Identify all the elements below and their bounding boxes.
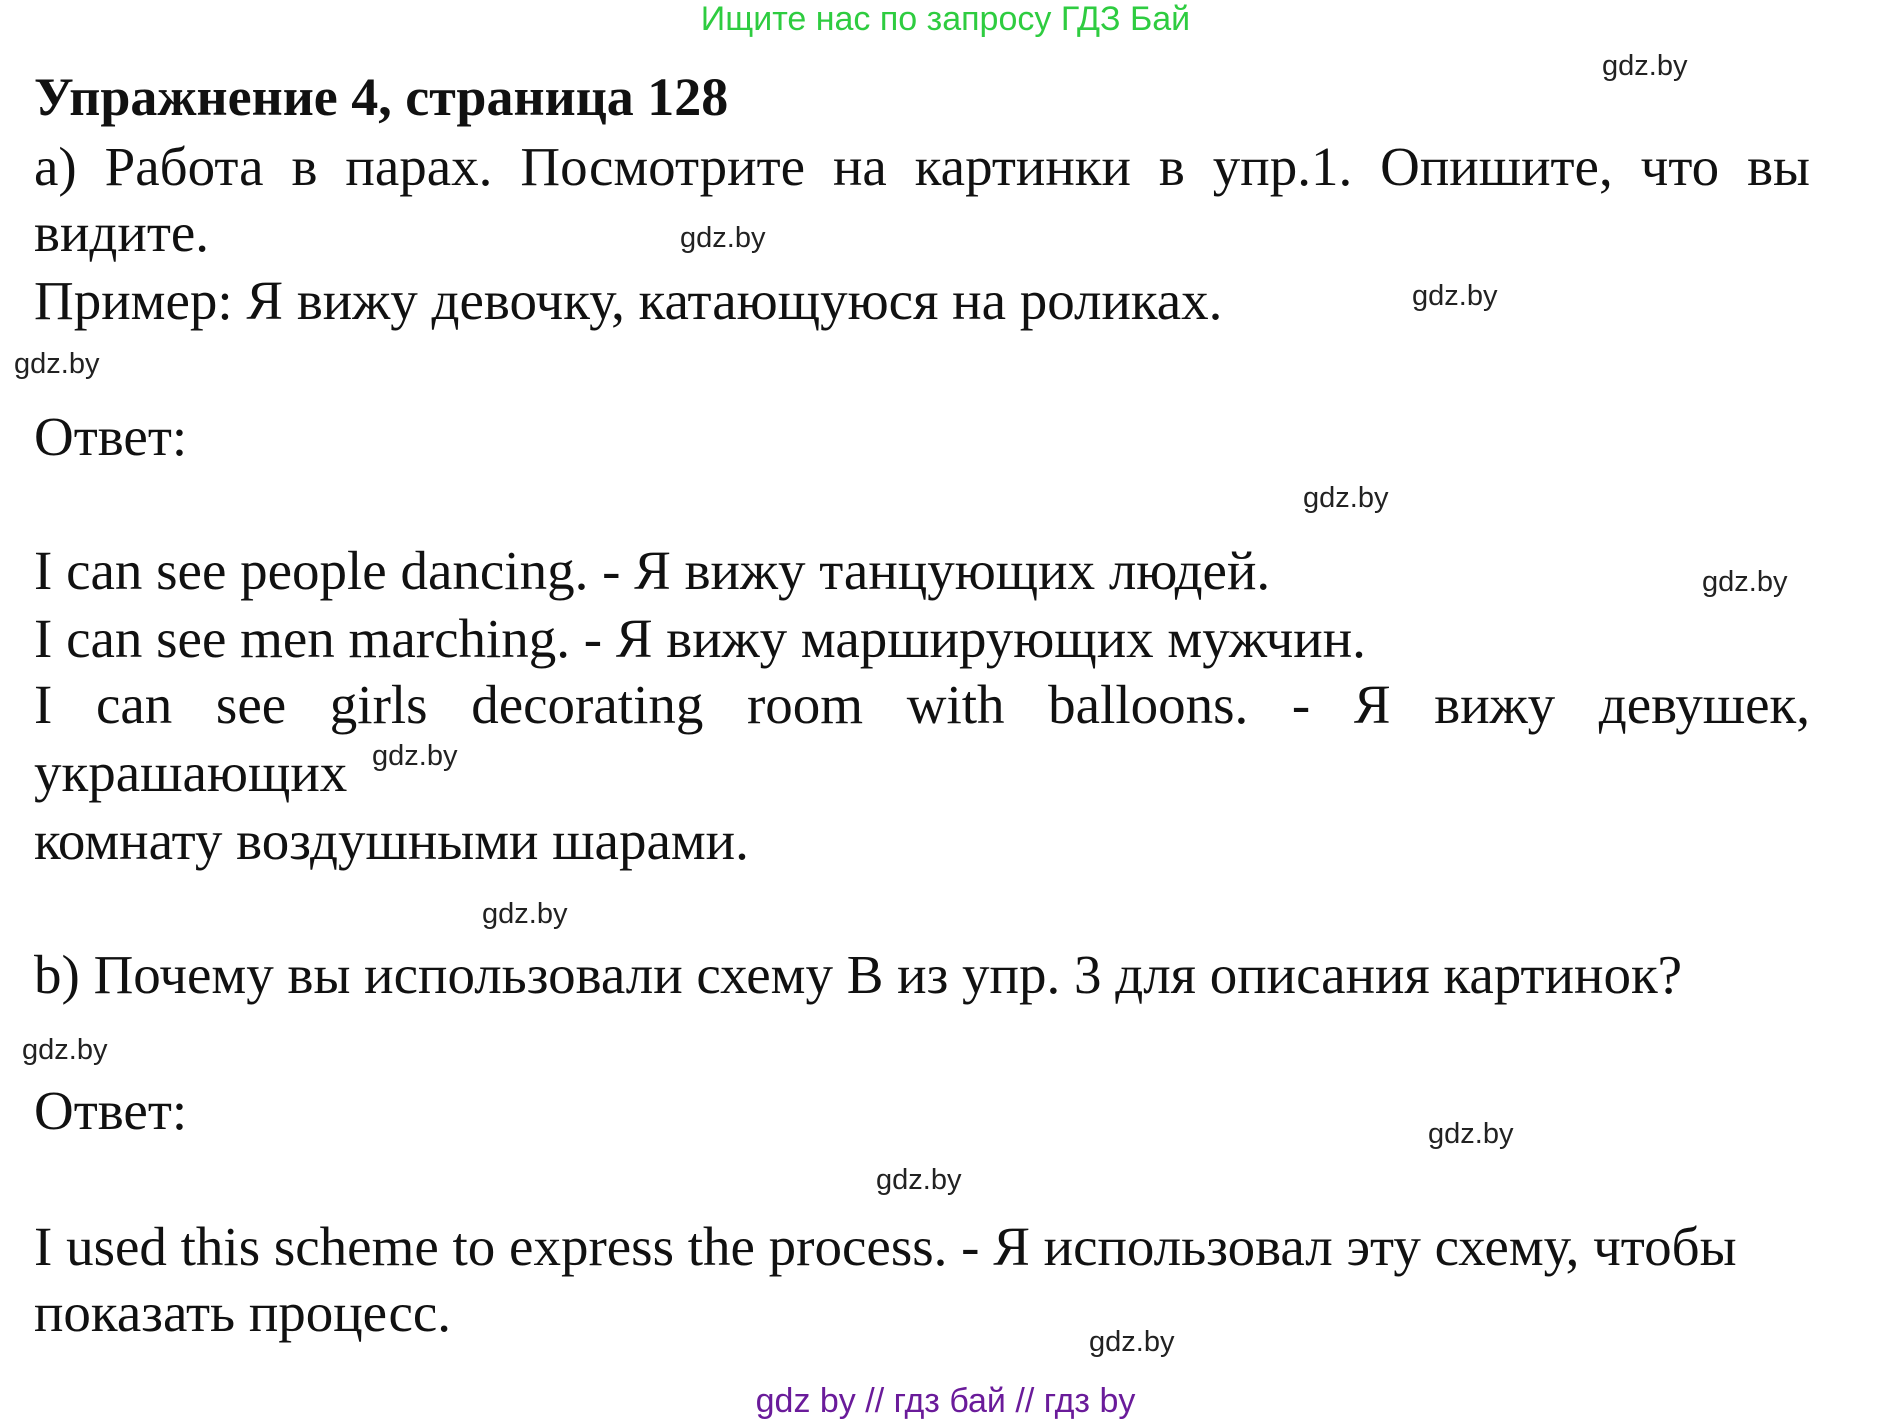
task-a-text-line2: видите. [34, 202, 210, 263]
watermark: gdz.by [482, 898, 568, 930]
answer-a-line1: I can see people dancing. - Я вижу танцующих людей. [34, 540, 1271, 601]
watermark: gdz.by [1602, 50, 1688, 82]
watermark: gdz.by [372, 740, 458, 772]
watermark: gdz.by [22, 1034, 108, 1066]
search-hint-link[interactable]: Ищите нас по запросу ГДЗ Бай [700, 0, 1191, 38]
task-a-text-line1: a) Работа в парах. Посмотрите на картинки в упр.1. Опишите, что вы [34, 136, 1810, 197]
watermark: gdz.by [1702, 566, 1788, 598]
footer-links[interactable]: gdz by // гдз бай // гдз by [755, 1382, 1136, 1420]
answer-a-line2: I can see men marching. - Я вижу марширующих мужчин. [34, 608, 1366, 669]
answer-a-line5: комнату воздушными шарами. [34, 810, 749, 871]
answer-a-line4: украшающих [34, 742, 348, 803]
answer-b-line2: показать процесс. [34, 1282, 452, 1343]
watermark: gdz.by [1412, 280, 1498, 312]
watermark: gdz.by [14, 348, 100, 380]
answer-label-b: Ответ: [34, 1080, 188, 1141]
answer-b-line1: I used this scheme to express the process. - Я использовал эту схему, чтобы [34, 1216, 1737, 1277]
answer-label-a: Ответ: [34, 406, 188, 467]
exercise-title: Упражнение 4, страница 128 [34, 67, 729, 127]
watermark: gdz.by [680, 222, 766, 254]
watermark: gdz.by [1089, 1326, 1175, 1358]
task-a-example: Пример: Я вижу девочку, катающуюся на роликах. [34, 270, 1223, 331]
task-b-text: b) Почему вы использовали схему В из упр. 3 для описания картинок? [34, 944, 1683, 1005]
watermark: gdz.by [1428, 1118, 1514, 1150]
watermark: gdz.by [1303, 482, 1389, 514]
answer-a-line3: I can see girls decorating room with balloons. - Я вижу девушек, [34, 674, 1810, 735]
watermark: gdz.by [876, 1164, 962, 1196]
